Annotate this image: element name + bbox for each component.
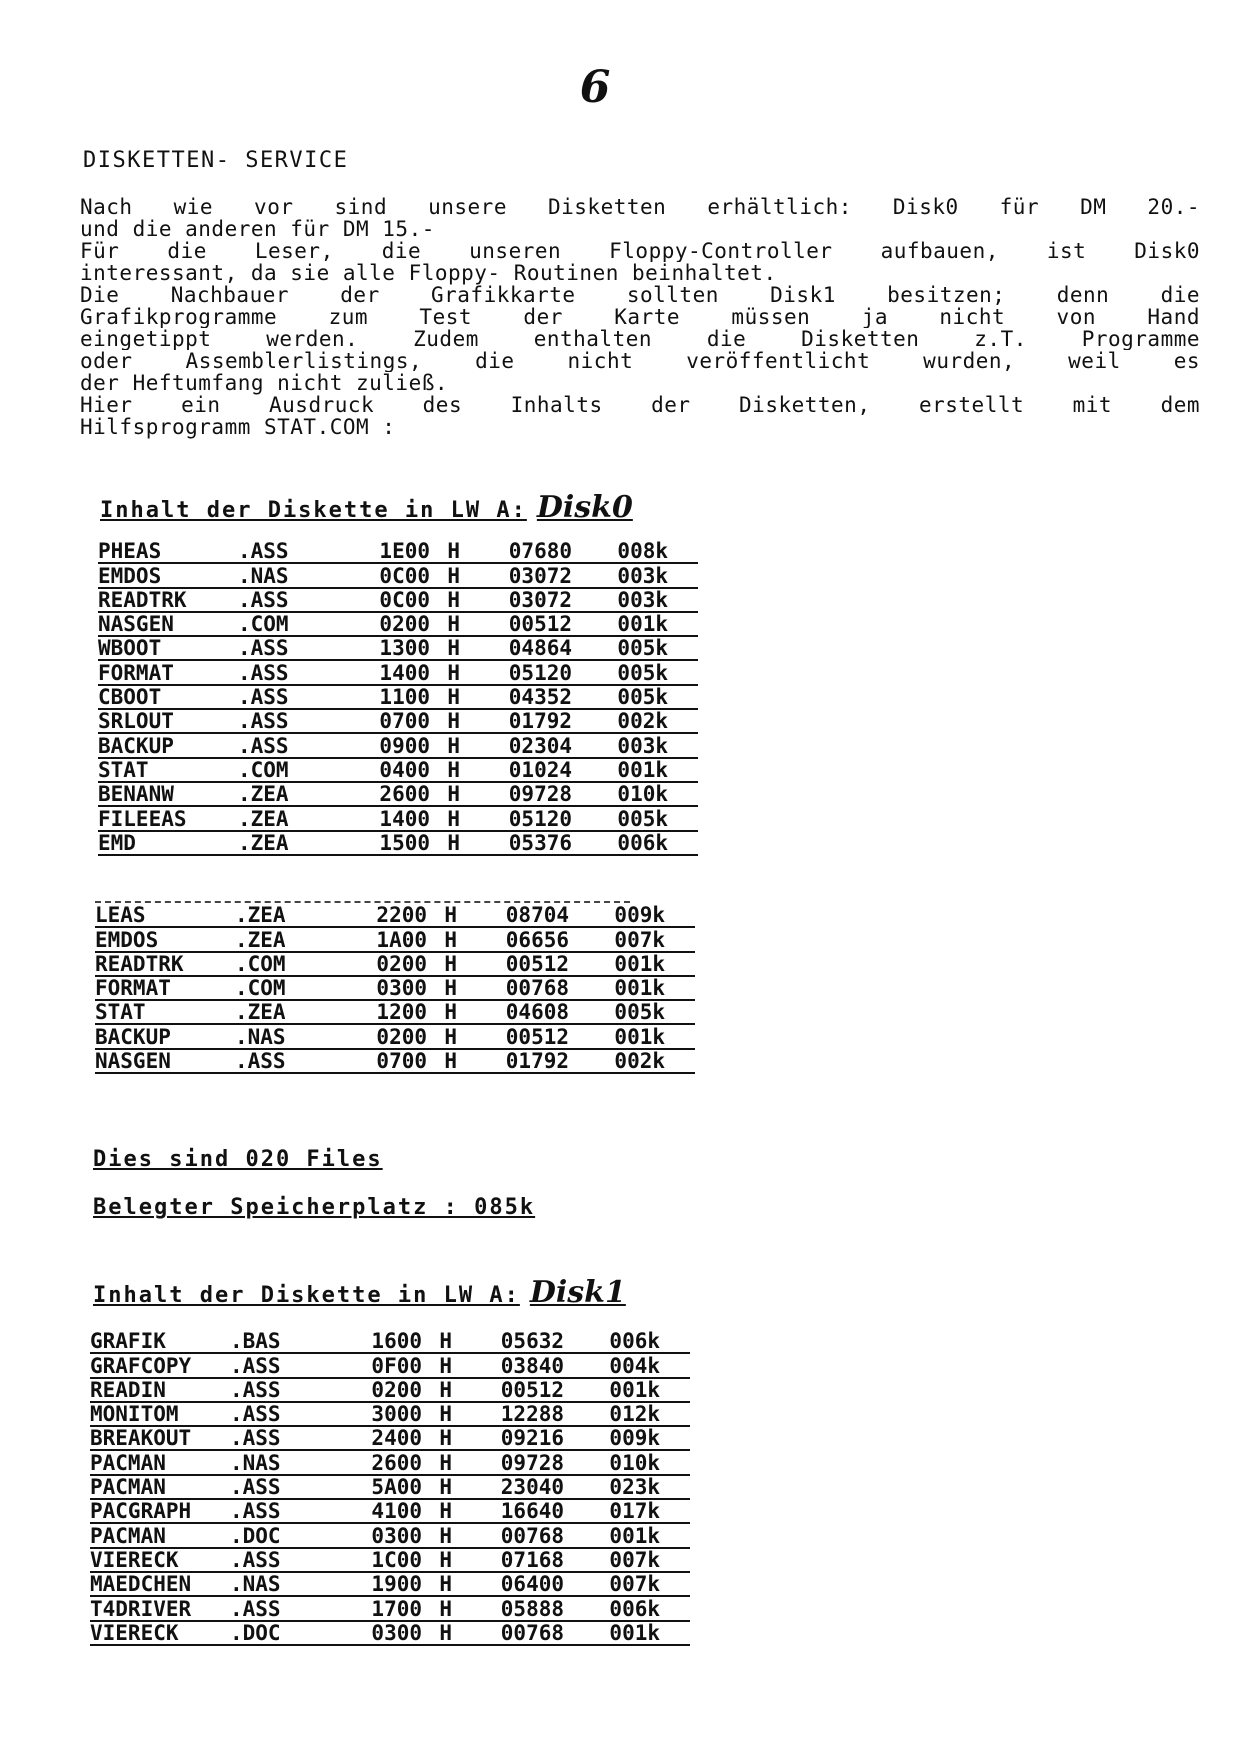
file-ext: .NAS — [235, 1024, 286, 1049]
file-name: T4DRIVER — [90, 1596, 192, 1621]
file-row — [90, 1500, 690, 1524]
file-ext: .NAS — [230, 1450, 281, 1475]
file-hex-size: 0300 — [371, 1620, 422, 1645]
intro-line: und die anderen für DM 15.- — [80, 217, 435, 241]
file-size-k: 003k — [617, 733, 668, 758]
disk1-heading — [93, 1275, 626, 1310]
disk0-heading-text: Inhalt der Diskette in LW A: — [100, 498, 527, 523]
file-hex-suffix: H — [447, 612, 460, 637]
file-ext: .ASS — [230, 1377, 281, 1402]
file-ext: .ASS — [238, 709, 289, 734]
file-size-k: 006k — [609, 1596, 660, 1621]
intro-line: Die Nachbauer der Grafikkarte sollten Disk1 besitzen; denn die — [80, 284, 1200, 306]
file-size-k: 009k — [614, 903, 665, 928]
file-hex-suffix: H — [447, 539, 460, 564]
file-ext: .ZEA — [238, 782, 289, 807]
file-hex-size: 3000 — [371, 1402, 422, 1427]
file-dec-size: 00768 — [505, 976, 569, 1001]
file-ext: .BAS — [230, 1329, 281, 1354]
file-hex-size: 2600 — [371, 1450, 422, 1475]
file-hex-size: 1C00 — [371, 1547, 422, 1572]
file-name: EMDOS — [98, 563, 162, 588]
file-row — [90, 1597, 690, 1621]
file-hex-suffix: H — [439, 1620, 452, 1645]
file-dec-size: 00512 — [500, 1377, 564, 1402]
file-name: GRAFCOPY — [90, 1353, 192, 1378]
file-size-k: 002k — [617, 709, 668, 734]
file-hex-size: 1300 — [379, 636, 430, 661]
file-size-k: 001k — [614, 951, 665, 976]
file-name: NASGEN — [98, 612, 174, 637]
file-name: PACMAN — [90, 1450, 166, 1475]
file-ext: .ZEA — [238, 830, 289, 855]
file-dec-size: 00512 — [508, 612, 572, 637]
file-row — [98, 710, 698, 734]
file-hex-suffix: H — [444, 951, 457, 976]
file-hex-size: 4100 — [371, 1499, 422, 1524]
file-size-k: 005k — [617, 806, 668, 831]
file-hex-size: 1700 — [371, 1596, 422, 1621]
disk0-heading — [100, 490, 633, 525]
file-name: READTRK — [98, 587, 187, 612]
file-dec-size: 09728 — [500, 1450, 564, 1475]
file-hex-suffix: H — [439, 1402, 452, 1427]
intro-paragraph — [80, 196, 1200, 438]
file-size-k: 002k — [614, 1049, 665, 1074]
file-ext: .ASS — [230, 1353, 281, 1378]
disk1-handwritten-label: Disk1 — [529, 1275, 626, 1310]
file-dec-size: 23040 — [500, 1475, 564, 1500]
file-ext: .ASS — [238, 660, 289, 685]
file-hex-size: 2400 — [371, 1426, 422, 1451]
file-ext: .ZEA — [235, 903, 286, 928]
file-row — [98, 832, 698, 856]
file-dec-size: 07168 — [500, 1547, 564, 1572]
file-hex-size: 2600 — [379, 782, 430, 807]
file-ext: .ZEA — [238, 806, 289, 831]
file-name: FILEEAS — [98, 806, 187, 831]
file-dec-size: 05120 — [508, 806, 572, 831]
file-hex-suffix: H — [439, 1499, 452, 1524]
file-name: FORMAT — [95, 976, 171, 1001]
file-ext: .ASS — [238, 733, 289, 758]
file-hex-suffix: H — [439, 1353, 452, 1378]
file-ext: .ZEA — [235, 927, 286, 952]
file-size-k: 001k — [614, 976, 665, 1001]
file-size-k: 007k — [614, 927, 665, 952]
file-hex-size: 0F00 — [371, 1353, 422, 1378]
file-hex-suffix: H — [447, 660, 460, 685]
intro-line: Nach wie vor sind unsere Disketten erhältlich: Disk0 für DM 20.- — [80, 196, 1200, 218]
file-name: CBOOT — [98, 685, 162, 710]
file-name: STAT — [95, 1000, 146, 1025]
file-dec-size: 04608 — [505, 1000, 569, 1025]
file-name: PACMAN — [90, 1523, 166, 1548]
file-ext: .ASS — [235, 1049, 286, 1074]
file-size-k: 005k — [617, 660, 668, 685]
file-ext: .ASS — [230, 1475, 281, 1500]
file-row — [95, 904, 695, 928]
file-dec-size: 09216 — [500, 1426, 564, 1451]
file-dec-size: 00512 — [505, 951, 569, 976]
file-ext: .ZEA — [235, 1000, 286, 1025]
file-name: FORMAT — [98, 660, 174, 685]
file-size-k: 023k — [609, 1475, 660, 1500]
file-row — [98, 564, 698, 588]
file-hex-suffix: H — [447, 709, 460, 734]
file-ext: .COM — [238, 757, 289, 782]
file-ext: .DOC — [230, 1620, 281, 1645]
file-hex-size: 0200 — [379, 612, 430, 637]
file-ext: .NAS — [230, 1572, 281, 1597]
file-ext: .ASS — [230, 1426, 281, 1451]
file-name: MONITOM — [90, 1402, 179, 1427]
file-dec-size: 05888 — [500, 1596, 564, 1621]
file-name: READTRK — [95, 951, 184, 976]
file-hex-suffix: H — [444, 976, 457, 1001]
file-hex-size: 0300 — [371, 1523, 422, 1548]
file-hex-suffix: H — [447, 830, 460, 855]
file-name: BREAKOUT — [90, 1426, 192, 1451]
file-size-k: 004k — [609, 1353, 660, 1378]
file-dec-size: 01024 — [508, 757, 572, 782]
file-row — [90, 1573, 690, 1597]
file-hex-size: 0900 — [379, 733, 430, 758]
intro-line: interessant, da sie alle Floppy- Routinen beinhaltet. — [80, 261, 777, 285]
file-row — [90, 1476, 690, 1500]
file-row — [90, 1354, 690, 1378]
file-ext: .ASS — [230, 1499, 281, 1524]
file-hex-size: 0200 — [376, 1024, 427, 1049]
file-dec-size: 00768 — [500, 1620, 564, 1645]
file-row — [95, 953, 695, 977]
file-row — [95, 928, 695, 952]
file-dec-size: 06656 — [505, 927, 569, 952]
file-hex-suffix: H — [447, 636, 460, 661]
disk1-file-table — [90, 1330, 690, 1646]
file-name: LEAS — [95, 903, 146, 928]
file-dec-size: 02304 — [508, 733, 572, 758]
file-row — [98, 734, 698, 758]
file-ext: .NAS — [238, 563, 289, 588]
file-name: MAEDCHEN — [90, 1572, 192, 1597]
file-row — [95, 1025, 695, 1049]
file-hex-size: 1100 — [379, 685, 430, 710]
file-dec-size: 03840 — [500, 1353, 564, 1378]
file-hex-size: 5A00 — [371, 1475, 422, 1500]
file-name: BACKUP — [95, 1024, 171, 1049]
file-dec-size: 01792 — [508, 709, 572, 734]
file-hex-size: 1400 — [379, 660, 430, 685]
file-row — [95, 1001, 695, 1025]
file-dec-size: 03072 — [508, 587, 572, 612]
file-name: BACKUP — [98, 733, 174, 758]
disk0-handwritten-label: Disk0 — [536, 490, 633, 525]
file-hex-size: 0300 — [376, 976, 427, 1001]
file-size-k: 009k — [609, 1426, 660, 1451]
file-row — [98, 637, 698, 661]
file-dec-size: 04352 — [508, 685, 572, 710]
file-hex-suffix: H — [439, 1596, 452, 1621]
file-row — [98, 759, 698, 783]
file-hex-size: 0C00 — [379, 563, 430, 588]
file-size-k: 001k — [614, 1024, 665, 1049]
files-count: Dies sind 020 Files — [93, 1147, 383, 1172]
file-size-k: 008k — [617, 539, 668, 564]
file-hex-size: 0700 — [376, 1049, 427, 1074]
intro-line: der Heftumfang nicht zuließ. — [80, 371, 449, 395]
intro-line: Für die Leser, die unseren Floppy-Controller aufbauen, ist Disk0 — [80, 240, 1200, 262]
file-name: PHEAS — [98, 539, 162, 564]
file-row — [98, 661, 698, 685]
file-ext: .COM — [235, 976, 286, 1001]
file-size-k: 006k — [617, 830, 668, 855]
file-ext: .COM — [235, 951, 286, 976]
file-hex-size: 0700 — [379, 709, 430, 734]
file-hex-size: 1E00 — [379, 539, 430, 564]
file-ext: .COM — [238, 612, 289, 637]
file-dec-size: 04864 — [508, 636, 572, 661]
file-name: BENANW — [98, 782, 174, 807]
file-size-k: 005k — [617, 685, 668, 710]
file-ext: .ASS — [238, 636, 289, 661]
file-hex-size: 1500 — [379, 830, 430, 855]
file-size-k: 005k — [614, 1000, 665, 1025]
intro-line: oder Assemblerlistings, die nicht veröffentlicht wurden, weil es — [80, 350, 1200, 372]
file-ext: .ASS — [238, 685, 289, 710]
file-size-k: 007k — [609, 1572, 660, 1597]
file-ext: .ASS — [230, 1402, 281, 1427]
file-size-k: 010k — [609, 1450, 660, 1475]
file-size-k: 007k — [609, 1547, 660, 1572]
file-hex-suffix: H — [447, 563, 460, 588]
disk0-file-table-part1 — [98, 540, 698, 856]
file-size-k: 005k — [617, 636, 668, 661]
file-size-k: 001k — [609, 1620, 660, 1645]
page-number: 6 — [579, 62, 611, 113]
file-hex-size: 1400 — [379, 806, 430, 831]
file-size-k: 001k — [609, 1377, 660, 1402]
file-row — [90, 1330, 690, 1354]
file-dec-size: 07680 — [508, 539, 572, 564]
file-name: READIN — [90, 1377, 166, 1402]
file-dec-size: 08704 — [505, 903, 569, 928]
file-size-k: 001k — [609, 1523, 660, 1548]
file-row — [98, 589, 698, 613]
file-dec-size: 05632 — [500, 1329, 564, 1354]
file-hex-suffix: H — [439, 1450, 452, 1475]
file-dec-size: 05376 — [508, 830, 572, 855]
storage-used: Belegter Speicherplatz : 085k — [93, 1195, 536, 1220]
file-row — [98, 686, 698, 710]
file-row — [90, 1427, 690, 1451]
file-size-k: 003k — [617, 587, 668, 612]
file-ext: .DOC — [230, 1523, 281, 1548]
file-ext: .ASS — [230, 1596, 281, 1621]
disk0-file-table-part2 — [95, 904, 695, 1074]
file-name: VIERECK — [90, 1620, 179, 1645]
file-ext: .ASS — [238, 587, 289, 612]
intro-line: Grafikprogramme zum Test der Karte müssen ja nicht von Hand — [80, 306, 1200, 328]
file-hex-size: 1200 — [376, 1000, 427, 1025]
file-dec-size: 06400 — [500, 1572, 564, 1597]
file-name: GRAFIK — [90, 1329, 166, 1354]
section-title: DISKETTEN- SERVICE — [83, 148, 349, 173]
file-size-k: 003k — [617, 563, 668, 588]
file-hex-size: 0C00 — [379, 587, 430, 612]
file-name: VIERECK — [90, 1547, 179, 1572]
file-hex-suffix: H — [439, 1426, 452, 1451]
file-row — [98, 540, 698, 564]
intro-line: eingetippt werden. Zudem enthalten die Disketten z.T. Programme — [80, 328, 1200, 350]
file-hex-suffix: H — [444, 927, 457, 952]
intro-line: Hier ein Ausdruck des Inhalts der Disketten, erstellt mit dem — [80, 394, 1200, 416]
file-hex-size: 0200 — [376, 951, 427, 976]
file-name: NASGEN — [95, 1049, 171, 1074]
file-row — [90, 1524, 690, 1548]
file-hex-suffix: H — [447, 806, 460, 831]
file-size-k: 001k — [617, 612, 668, 637]
file-hex-suffix: H — [447, 685, 460, 710]
file-ext: .ASS — [238, 539, 289, 564]
file-size-k: 010k — [617, 782, 668, 807]
file-hex-size: 1600 — [371, 1329, 422, 1354]
file-hex-suffix: H — [439, 1475, 452, 1500]
file-hex-suffix: H — [447, 733, 460, 758]
intro-line: Hilfsprogramm STAT.COM : — [80, 415, 396, 439]
file-row — [95, 1050, 695, 1074]
file-row — [90, 1403, 690, 1427]
file-row — [90, 1451, 690, 1475]
file-hex-suffix: H — [447, 587, 460, 612]
file-name: PACMAN — [90, 1475, 166, 1500]
file-dec-size: 12288 — [500, 1402, 564, 1427]
file-hex-size: 2200 — [376, 903, 427, 928]
disk1-heading-text: Inhalt der Diskette in LW A: — [93, 1283, 520, 1308]
file-hex-suffix: H — [439, 1547, 452, 1572]
file-hex-suffix: H — [447, 757, 460, 782]
file-dec-size: 05120 — [508, 660, 572, 685]
file-size-k: 001k — [617, 757, 668, 782]
file-hex-suffix: H — [444, 1049, 457, 1074]
file-hex-suffix: H — [444, 1024, 457, 1049]
file-size-k: 017k — [609, 1499, 660, 1524]
file-name: WBOOT — [98, 636, 162, 661]
file-dec-size: 00768 — [500, 1523, 564, 1548]
file-row — [90, 1379, 690, 1403]
file-dec-size: 01792 — [505, 1049, 569, 1074]
file-name: STAT — [98, 757, 149, 782]
file-row — [98, 613, 698, 637]
file-dec-size: 16640 — [500, 1499, 564, 1524]
file-name: SRLOUT — [98, 709, 174, 734]
file-row — [95, 977, 695, 1001]
file-hex-size: 0200 — [371, 1377, 422, 1402]
file-row — [98, 783, 698, 807]
file-dec-size: 09728 — [508, 782, 572, 807]
file-hex-suffix: H — [444, 1000, 457, 1025]
file-hex-suffix: H — [447, 782, 460, 807]
file-dec-size: 03072 — [508, 563, 572, 588]
file-ext: .ASS — [230, 1547, 281, 1572]
file-hex-size: 1A00 — [376, 927, 427, 952]
file-hex-suffix: H — [444, 903, 457, 928]
file-hex-size: 1900 — [371, 1572, 422, 1597]
file-hex-suffix: H — [439, 1523, 452, 1548]
file-hex-suffix: H — [439, 1329, 452, 1354]
file-row — [90, 1549, 690, 1573]
file-hex-suffix: H — [439, 1377, 452, 1402]
file-name: PACGRAPH — [90, 1499, 192, 1524]
file-name: EMD — [98, 830, 136, 855]
file-row — [90, 1622, 690, 1646]
file-hex-suffix: H — [439, 1572, 452, 1597]
file-size-k: 006k — [609, 1329, 660, 1354]
file-dec-size: 00512 — [505, 1024, 569, 1049]
file-size-k: 012k — [609, 1402, 660, 1427]
file-hex-size: 0400 — [379, 757, 430, 782]
file-name: EMDOS — [95, 927, 159, 952]
file-row — [98, 807, 698, 831]
